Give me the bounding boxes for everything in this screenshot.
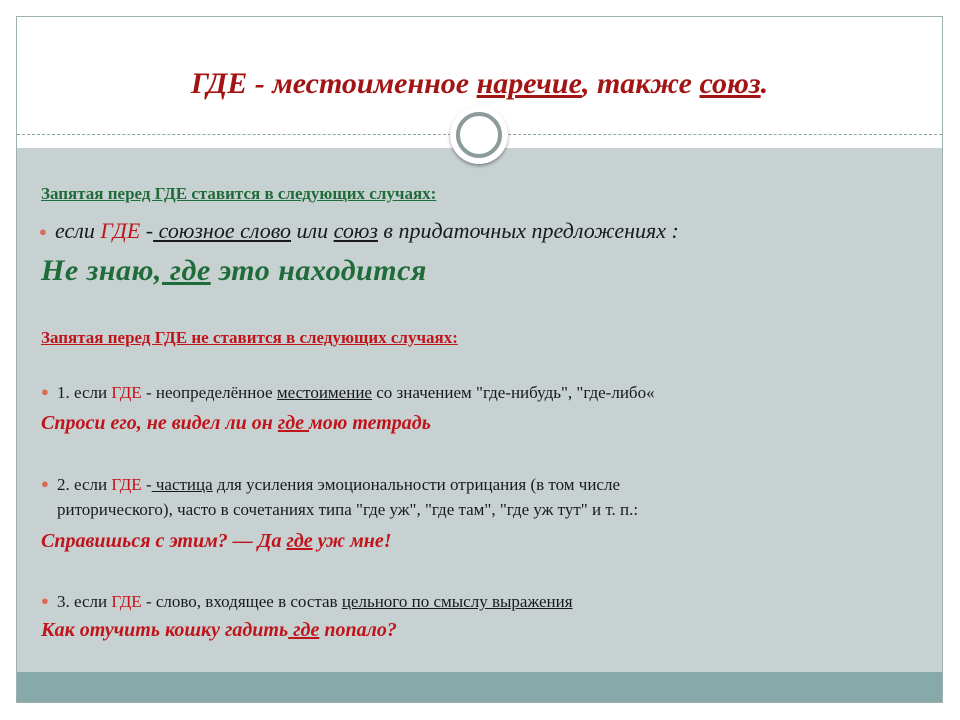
underlined-term: местоимение	[276, 383, 372, 402]
bullet-icon: ●	[41, 476, 49, 491]
underlined-word: где	[277, 412, 310, 434]
text: 1. если	[57, 383, 112, 402]
title-word-soyuz: союз	[699, 67, 761, 100]
text: попало?	[319, 619, 397, 641]
case3-example	[41, 619, 397, 642]
comma-bullet	[39, 218, 679, 244]
text: - слово, входящее в состав	[141, 592, 342, 611]
underlined-term: частица	[151, 475, 213, 494]
bullet-icon: ●	[41, 384, 49, 399]
keyword: ГДЕ	[111, 383, 142, 402]
case1-example	[41, 412, 431, 435]
underlined-word: где	[161, 254, 211, 287]
underlined-term: союз	[333, 218, 378, 243]
text: Справишься с этим? — Да	[41, 530, 287, 552]
text: в придаточных предложениях :	[377, 218, 679, 243]
text: -	[141, 475, 152, 494]
title-part2: , также	[581, 67, 700, 100]
footer-bar	[17, 672, 942, 703]
title-part1: ГДЕ - местоименное	[190, 67, 477, 100]
case2-example	[41, 530, 392, 553]
text: Не знаю,	[41, 254, 162, 287]
comma-example	[41, 254, 427, 288]
no-comma-heading: Запятая перед ГДЕ не ставится в следующих случаях:	[41, 328, 458, 347]
keyword: ГДЕ	[111, 475, 142, 494]
keyword: ГДЕ	[100, 218, 141, 243]
case1-bullet	[41, 383, 655, 403]
content-area	[17, 148, 942, 672]
text: - неопределённое	[141, 383, 277, 402]
title-part3: .	[760, 67, 769, 100]
bullet-icon: ●	[39, 224, 47, 239]
text: -	[140, 218, 154, 243]
text: 3. если	[57, 592, 112, 611]
text: мою тетрадь	[309, 412, 431, 434]
text: уж мне!	[312, 530, 392, 552]
text: это находится	[210, 254, 427, 287]
text: 2. если	[57, 475, 112, 494]
underlined-term: цельного по смыслу выражения	[341, 592, 573, 611]
text: Как отучить кошку гадить	[41, 619, 289, 641]
bullet-icon: ●	[41, 593, 49, 608]
slide-title	[17, 67, 942, 101]
text: или	[291, 218, 334, 243]
text: Спроси его, не видел ли он	[41, 412, 278, 434]
comma-heading: Запятая перед ГДЕ ставится в следующих случаях:	[41, 184, 437, 203]
text: со значением "где-нибудь", "где-либо«	[371, 383, 655, 402]
case3-bullet	[41, 592, 573, 612]
case2-bullet	[41, 475, 620, 495]
underlined-word: где	[286, 530, 313, 552]
title-word-narechie: наречие	[476, 67, 582, 100]
keyword: ГДЕ	[111, 592, 142, 611]
ring-ornament-icon	[450, 106, 508, 164]
underlined-word: где	[288, 619, 320, 641]
text: для усиления эмоциональности отрицания (в том числе	[212, 475, 620, 494]
slide	[16, 16, 943, 703]
text: если	[55, 218, 101, 243]
underlined-term: союзное слово	[153, 218, 292, 243]
case2-continuation: риторического), часто в сочетаниях типа "где уж", "где там", "где уж тут" и т. п.:	[57, 500, 639, 519]
